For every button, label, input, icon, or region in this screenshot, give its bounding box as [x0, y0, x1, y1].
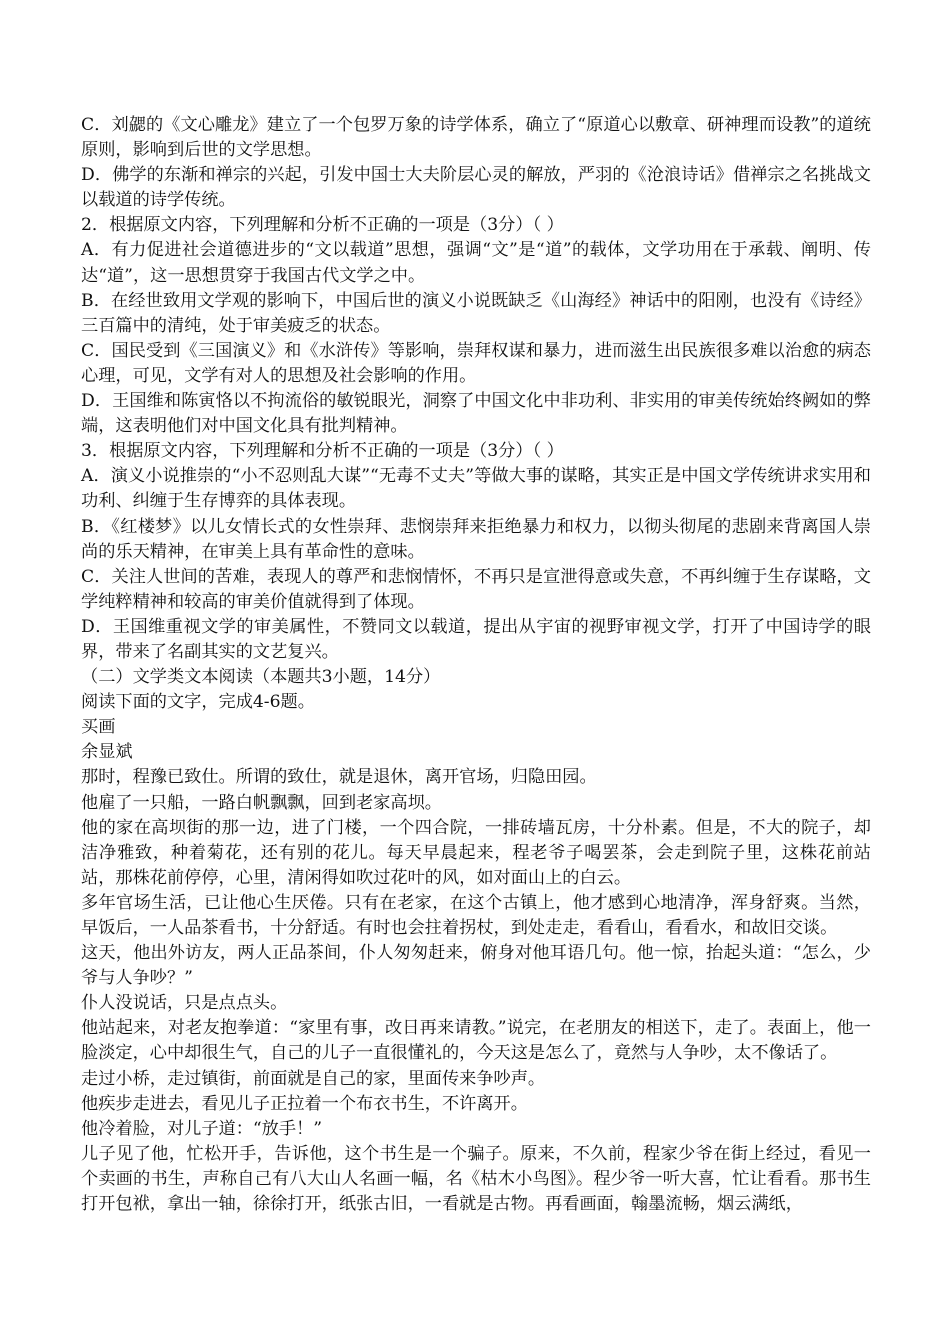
reading-instruction: 阅读下面的文字，完成4-6题。 — [81, 692, 315, 713]
question-2: 2．根据原文内容，下列理解和分析不正确的一项是（3分）（ ） — [81, 215, 564, 236]
story-paragraph: 走过小桥，走过镇街，前面就是自己的家，里面传来争吵声。 — [81, 1068, 546, 1089]
story-paragraph: 他站起来，对老友抱拳道：“家里有事，改日再来请教。”说完，在老朋友的相送下，走了。表面上，他一脸淡定，心中却很生气，自己的儿子一直很懂礼的，今天这是怎么了，竟然与人争吵，太不像话了。 — [81, 1018, 871, 1064]
story-paragraph: 多年官场生活，已让他心生厌倦。只有在老家，在这个古镇上，他才感到心地清净，浑身舒爽。当然，早饭后，一人品茶看书，十分舒适。有时也会拄着拐杖，到处走走，看看山，看看水，和故旧交谈。 — [81, 892, 871, 938]
question-3: 3．根据原文内容，下列理解和分析不正确的一项是（3分）（ ） — [81, 441, 564, 462]
option-c-q1: C．刘勰的《文心雕龙》建立了一个包罗万象的诗学体系，确立了“原道心以敷章、研神理而设教”的道统原则，影响到后世的文学思想。 — [81, 115, 871, 161]
document-page — [81, 113, 871, 1217]
option-c-q3: C．关注人世间的苦难，表现人的尊严和悲悯情怀，不再只是宣泄得意或失意，不再纠缠于生存谋略，文学纯粹精神和较高的审美价值就得到了体现。 — [81, 566, 871, 612]
story-paragraph: 那时，程豫已致仕。所谓的致仕，就是退休，离开官场，归隐田园。 — [81, 767, 597, 788]
story-title: 买画 — [81, 717, 116, 738]
story-author: 余显斌 — [81, 742, 133, 763]
story-paragraph: 仆人没说话，只是点点头。 — [81, 993, 288, 1014]
option-c-q2: C．国民受到《三国演义》和《水浒传》等影响，崇拜权谋和暴力，进而滋生出民族很多难以治愈的病态心理，可见，文学有对人的思想及社会影响的作用。 — [81, 340, 871, 386]
story-paragraph: 他疾步走进去，看见儿子正拉着一个布衣书生，不许离开。 — [81, 1093, 528, 1114]
option-d-q1: D．佛学的东渐和禅宗的兴起，引发中国士大夫阶层心灵的解放，严羽的《沧浪诗话》借禅宗之名挑战文以载道的诗学传统。 — [81, 165, 871, 211]
option-d-q3: D．王国维重视文学的审美属性，不赞同文以载道，提出从宇宙的视野审视文学，打开了中国诗学的眼界，带来了名副其实的文艺复兴。 — [81, 616, 871, 662]
option-b-q3: B．《红楼梦》以儿女情长式的女性崇拜、悲悯崇拜来拒绝暴力和权力，以彻头彻尾的悲剧来背离国人崇尚的乐天精神，在审美上具有革命性的意味。 — [81, 516, 871, 562]
section-heading: （二）文学类文本阅读（本题共3小题，14分） — [81, 667, 441, 688]
option-d-q2: D．王国维和陈寅恪以不拘流俗的敏锐眼光，洞察了中国文化中非功利、非实用的审美传统始终阙如的弊端，这表明他们对中国文化具有批判精神。 — [81, 391, 871, 437]
story-paragraph: 他的家在高坝街的那一边，进了门楼，一个四合院，一排砖墙瓦房，十分朴素。但是，不大的院子，却洁净雅致，种着菊花，还有别的花儿。每天早晨起来，程老爷子喝罢茶，会走到院子里，这株花前站站，那株花前停停，心里，清闲得如吹过花叶的风，如对面山上的白云。 — [81, 817, 871, 888]
option-a-q2: A．有力促进社会道德进步的“文以载道”思想，强调“文”是“道”的载体，文学功用在于承载、阐明、传达“道”，这一思想贯穿于我国古代文学之中。 — [81, 240, 871, 286]
story-paragraph: 这天，他出外访友，两人正品茶间，仆人匆匆赶来，俯身对他耳语几句。他一惊，抬起头道：“怎么，少爷与人争吵？” — [81, 943, 871, 989]
option-b-q2: B．在经世致用文学观的影响下，中国后世的演义小说既缺乏《山海经》神话中的阳刚，也没有《诗经》三百篇中的清纯，处于审美疲乏的状态。 — [81, 290, 871, 336]
story-paragraph: 儿子见了他，忙松开手，告诉他，这个书生是一个骗子。原来，不久前，程家少爷在街上经过，看见一个卖画的书生，声称自己有八大山人名画一幅，名《枯木小鸟图》。程少爷一听大喜，忙让看看。那书生打开包袱，拿出一轴，徐徐打开，纸张古旧，一看就是古物。再看画面，翰墨流畅，烟云满纸， — [81, 1143, 871, 1215]
story-paragraph: 他雇了一只船，一路白帆飘飘，回到老家高坝。 — [81, 792, 442, 813]
story-paragraph: 他冷着脸，对儿子道：“放手！” — [81, 1118, 323, 1139]
option-a-q3: A．演义小说推崇的“小不忍则乱大谋”“无毒不丈夫”等做大事的谋略，其实正是中国文学传统讲求实用和功利、纠缠于生存博弈的具体表现。 — [81, 466, 871, 512]
